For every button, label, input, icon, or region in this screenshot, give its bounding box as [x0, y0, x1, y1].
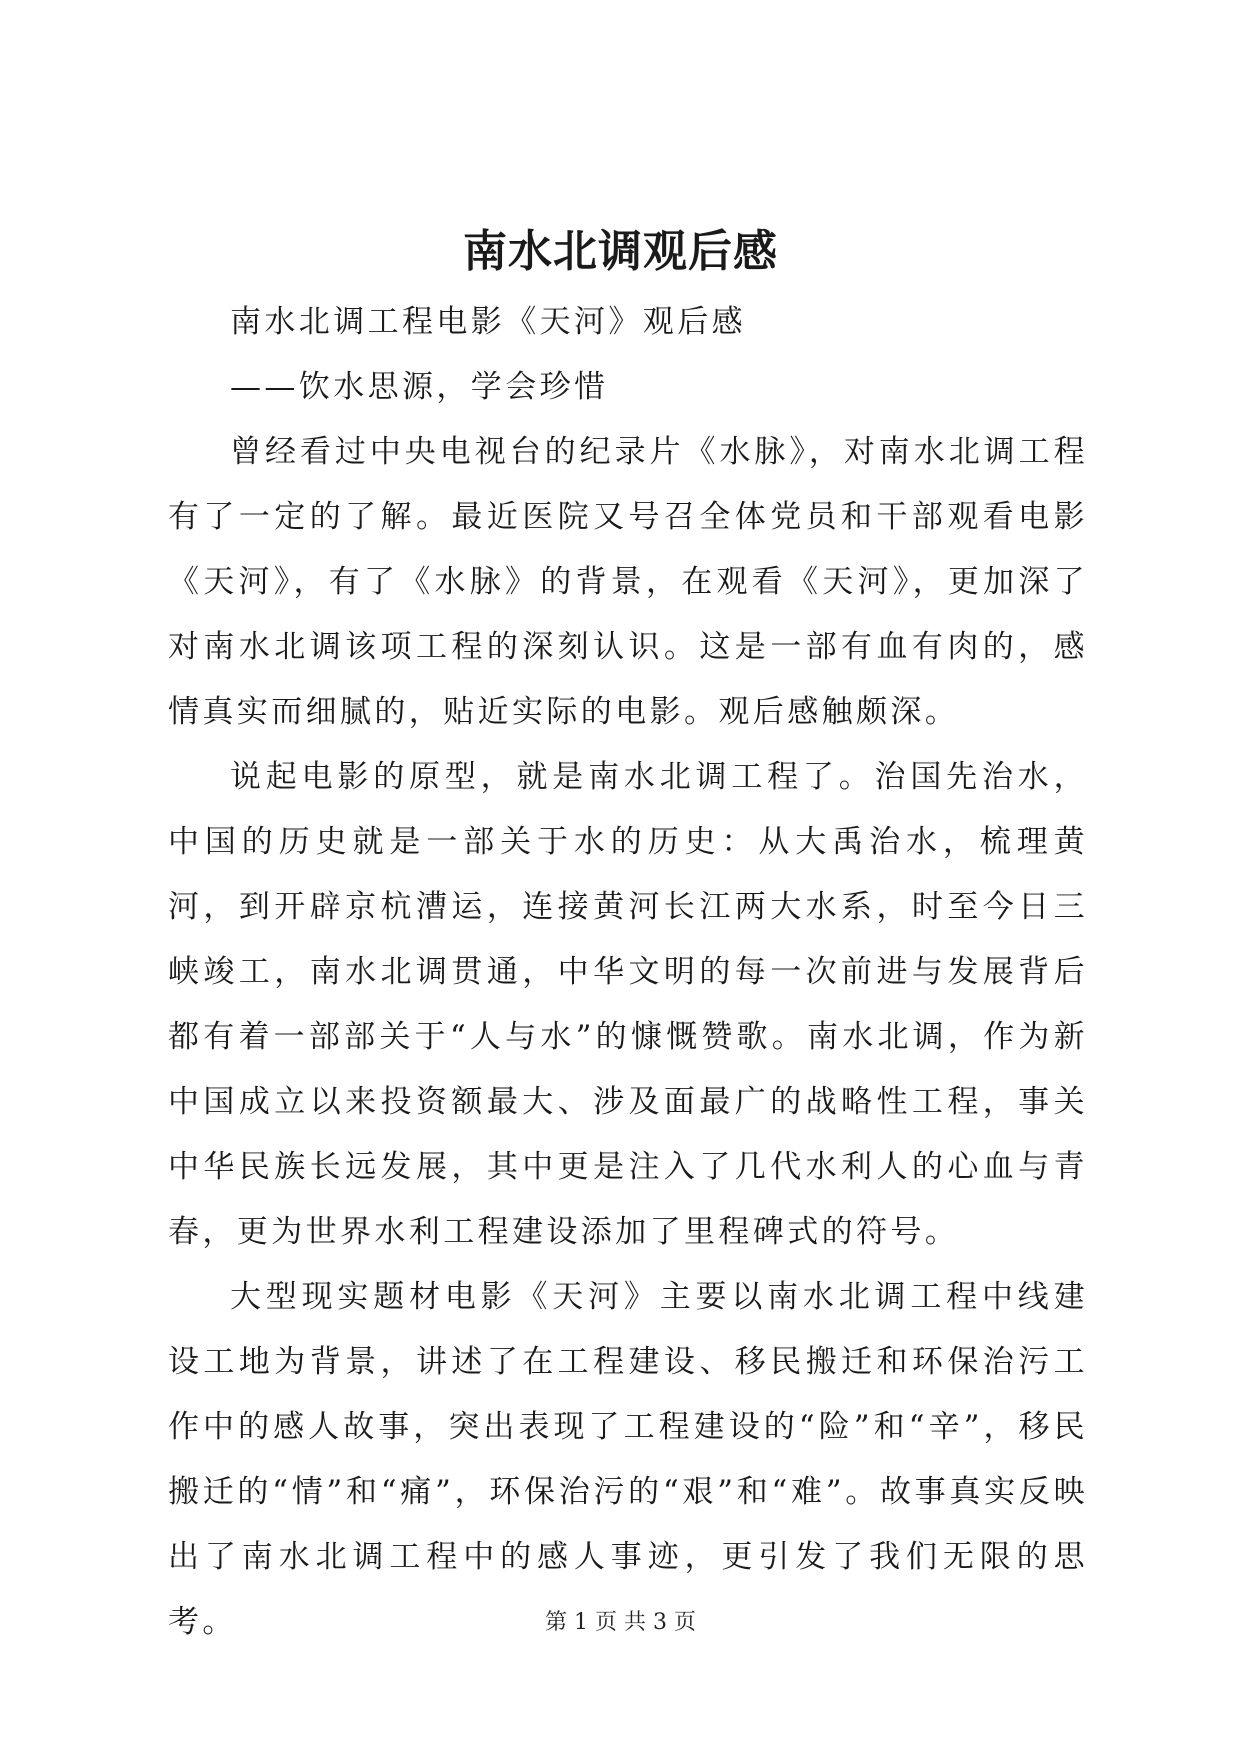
body-paragraph: 曾经看过中央电视台的纪录片《水脉》，对南水北调工程有了一定的了解。最近医院又号召全体党员和干部观看电影《天河》，有了《水脉》的背景，在观看《天河》，更加深了对南水北调该项工程的深刻认识。这是一部有血有肉的，感情真实而细腻的，贴近实际的电影。观后感触颇深。: [168, 434, 1088, 730]
subtitle-paragraph: 南水北调工程电影《天河》观后感: [230, 304, 746, 340]
body-paragraph: 说起电影的原型，就是南水北调工程了。治国先治水，中国的历史就是一部关于水的历史：从大禹治水，梳理黄河，到开辟京杭漕运，连接黄河长江两大水系，时至今日三峡竣工，南水北调贯通，中华文明的每一次前进与发展背后都有着一部部关于“人与水”的慷慨赞歌。南水北调，作为新中国成立以来投资额最大、涉及面最广的战略性工程，事关中华民族长远发展，其中更是注入了几代水利人的心血与青春，更为世界水利工程建设添加了里程碑式的符号。: [168, 759, 1088, 1250]
motto-paragraph: ——饮水思源，学会珍惜: [230, 369, 609, 405]
document-title: 南水北调观后感: [463, 226, 778, 277]
body-paragraph: 大型现实题材电影《天河》主要以南水北调工程中线建设工地为背景，讲述了在工程建设、移民搬迁和环保治污工作中的感人故事，突出表现了工程建设的“险”和“辛”，移民搬迁的“情”和“痛”，环保治污的“艰”和“难”。故事真实反映出了南水北调工程中的感人事迹，更引发了我们无限的思考。: [168, 1279, 1088, 1640]
page-number-footer: 第 1 页 共 3 页: [545, 1610, 696, 1635]
document-body: [168, 290, 1088, 1655]
